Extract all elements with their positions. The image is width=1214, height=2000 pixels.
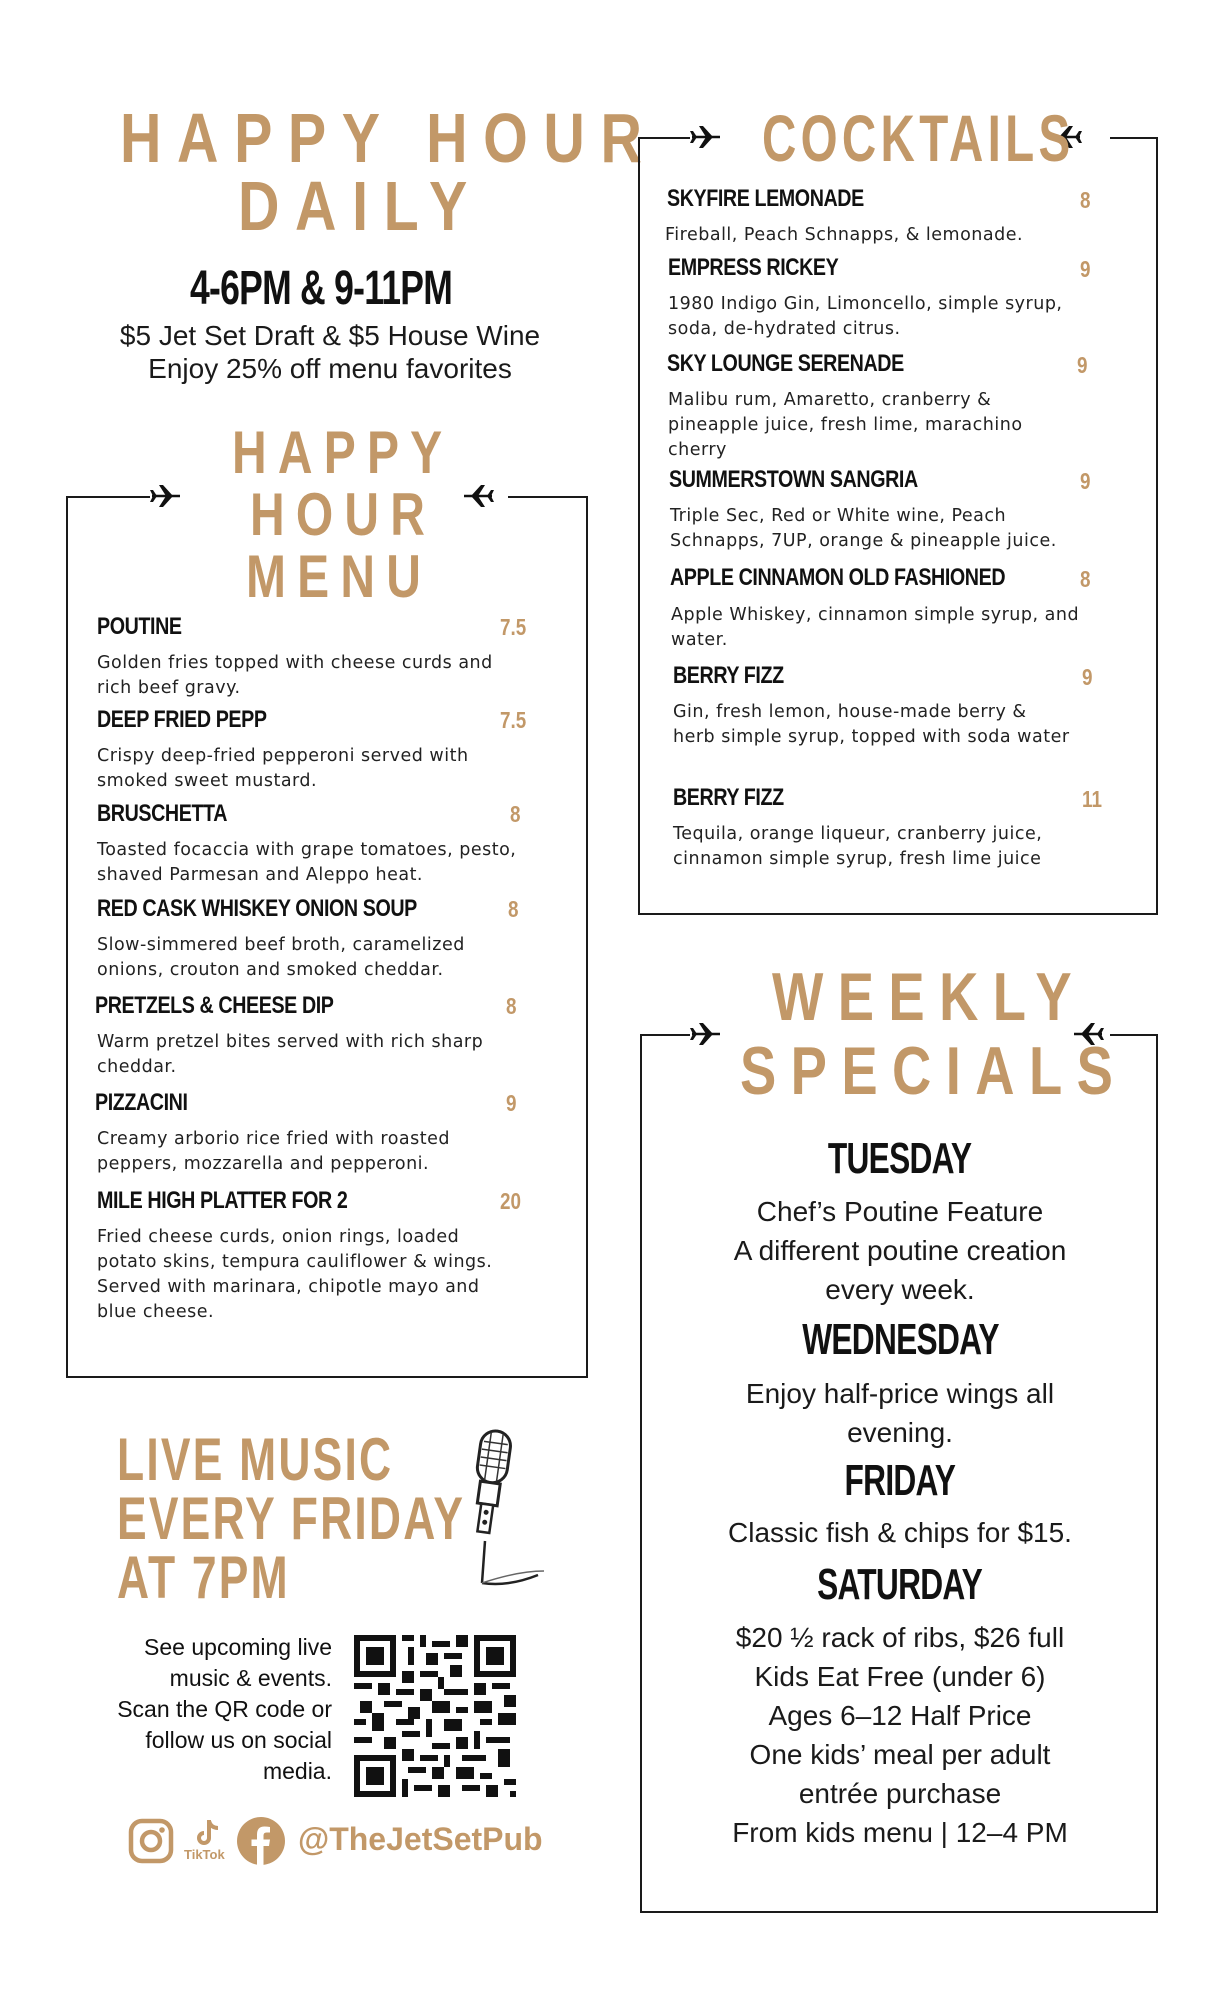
menu-item-desc: Creamy arborio rice fried with roasted peppers, mozzarella and pepperoni. (97, 1129, 450, 1174)
menu-item-desc: Toasted focaccia with grape tomatoes, pesto, shaved Parmesan and Aleppo heat. (97, 840, 517, 885)
menu-item-name: PIZZACINI (95, 1089, 188, 1116)
special-day-title: FRIDAY (844, 1456, 956, 1505)
menu-item-name: DEEP FRIED PEPP (97, 706, 267, 733)
menu-item-desc: Slow-simmered beef broth, caramelized onions, crouton and smoked cheddar. (97, 935, 465, 980)
menu-item-price: 7.5 (500, 614, 527, 640)
cocktail-price: 9 (1080, 256, 1091, 282)
plane-icon (150, 482, 182, 510)
menu-item-desc: Crispy deep-fried pepperoni served with smoked sweet mustard. (97, 746, 469, 791)
instagram-icon[interactable] (128, 1818, 174, 1864)
menu-item-name: RED CASK WHISKEY ONION SOUP (97, 895, 417, 922)
special-day-desc: $20 ½ rack of ribs, $26 full Kids Eat Free (under 6) Ages 6–12 Half Price One kids’ meal per adult entrée purchase From kids menu | 12–4 PM (732, 1622, 1068, 1848)
menu-item-price: 7.5 (500, 707, 527, 733)
special-day-title: WEDNESDAY (801, 1315, 999, 1364)
cocktail-price: 8 (1080, 187, 1091, 213)
cocktail-name: APPLE CINNAMON OLD FASHIONED (670, 564, 1006, 591)
special-day-desc: Classic fish & chips for $15. (728, 1517, 1072, 1548)
facebook-icon[interactable] (236, 1816, 286, 1866)
cocktail-name: BERRY FIZZ (673, 784, 784, 811)
cocktail-name: EMPRESS RICKEY (668, 254, 839, 281)
menu-item-price: 8 (506, 993, 517, 1019)
menu-item-price: 8 (508, 896, 519, 922)
menu-item-name: BRUSCHETTA (97, 800, 228, 827)
plane-icon (690, 123, 722, 151)
happy-hour-menu-title: HAPPY (232, 419, 454, 486)
plane-icon (462, 482, 494, 510)
cocktail-desc: Gin, fresh lemon, house-made berry & herb simple syrup, topped with soda water (673, 702, 1070, 747)
microphone-icon (448, 1425, 548, 1595)
special-day-title: TUESDAY (828, 1134, 972, 1183)
cocktail-desc: 1980 Indigo Gin, Limoncello, simple syrup, soda, de-hydrated citrus. (668, 294, 1063, 339)
menu-item-price: 8 (510, 801, 521, 827)
menu-item-price: 20 (500, 1188, 521, 1214)
menu-item-desc: Fried cheese curds, onion rings, loaded potato skins, tempura cauliflower & wings. Served with marinara, chipotle mayo and blue cheese. (97, 1227, 493, 1322)
cocktail-name: SUMMERSTOWN SANGRIA (669, 466, 918, 493)
happy-hour-times: 4-6PM & 9-11PM (190, 262, 453, 315)
live-music-title: LIVE MUSIC (117, 1426, 394, 1493)
menu-item-name: MILE HIGH PLATTER FOR 2 (97, 1187, 348, 1214)
happy-hour-deal: $5 Jet Set Draft & $5 House Wine (119, 320, 541, 351)
happy-hour-discount: Enjoy 25% off menu favorites (148, 353, 512, 384)
cocktails-title: COCKTAILS (762, 101, 1075, 175)
cocktail-price: 8 (1080, 566, 1091, 592)
menu-item-name: POUTINE (97, 613, 182, 640)
cocktail-price: 11 (1082, 786, 1102, 812)
menu-item-price: 9 (506, 1090, 517, 1116)
daily-title: DAILY (238, 167, 483, 245)
cocktail-desc: Tequila, orange liqueur, cranberry juice, cinnamon simple syrup, fresh lime juice (673, 824, 1043, 869)
weekly-specials-title: WEEKLY (772, 959, 1087, 1035)
qr-instructions: See upcoming live music & events. Scan the QR code or follow us on social media. (117, 1634, 332, 1784)
tiktok-label: TikTok (184, 1847, 225, 1862)
cocktail-price: 9 (1082, 664, 1093, 690)
cocktail-price: 9 (1080, 468, 1091, 494)
cocktail-price: 9 (1077, 352, 1088, 378)
cocktail-name: SKYFIRE LEMONADE (667, 185, 864, 212)
tiktok-icon[interactable] (195, 1818, 223, 1848)
plane-icon (690, 1020, 722, 1048)
happy-hour-title: HAPPY HOUR (120, 99, 658, 177)
special-day-desc: Enjoy half-price wings all evening. (745, 1378, 1055, 1448)
social-handle[interactable]: @TheJetSetPub (298, 1821, 543, 1857)
cocktail-name: SKY LOUNGE SERENADE (667, 350, 904, 377)
special-day-desc: Chef’s Poutine Feature A different poutine creation every week. (733, 1196, 1067, 1305)
qr-code[interactable] (354, 1635, 516, 1797)
menu-item-desc: Warm pretzel bites served with rich sharp cheddar. (97, 1032, 484, 1077)
weekly-specials-title: SPECIALS (740, 1033, 1128, 1109)
live-music-title: EVERY FRIDAY (117, 1485, 466, 1552)
cocktail-desc: Malibu rum, Amaretto, cranberry & pineapple juice, fresh lime, marachino cherry (668, 390, 1023, 460)
menu-item-name: PRETZELS & CHEESE DIP (95, 992, 334, 1019)
cocktail-desc: Apple Whiskey, cinnamon simple syrup, and water. (671, 605, 1080, 650)
menu-item-desc: Golden fries topped with cheese curds and rich beef gravy. (97, 653, 493, 698)
happy-hour-menu-title: MENU (246, 543, 433, 610)
cocktail-desc: Fireball, Peach Schnapps, & lemonade. (665, 225, 1024, 245)
cocktail-name: BERRY FIZZ (673, 662, 784, 689)
live-music-title: AT 7PM (117, 1544, 290, 1611)
cocktail-desc: Triple Sec, Red or White wine, Peach Schnapps, 7UP, orange & pineapple juice. (670, 506, 1057, 551)
special-day-title: SATURDAY (817, 1560, 983, 1609)
happy-hour-menu-title: HOUR (250, 481, 437, 548)
